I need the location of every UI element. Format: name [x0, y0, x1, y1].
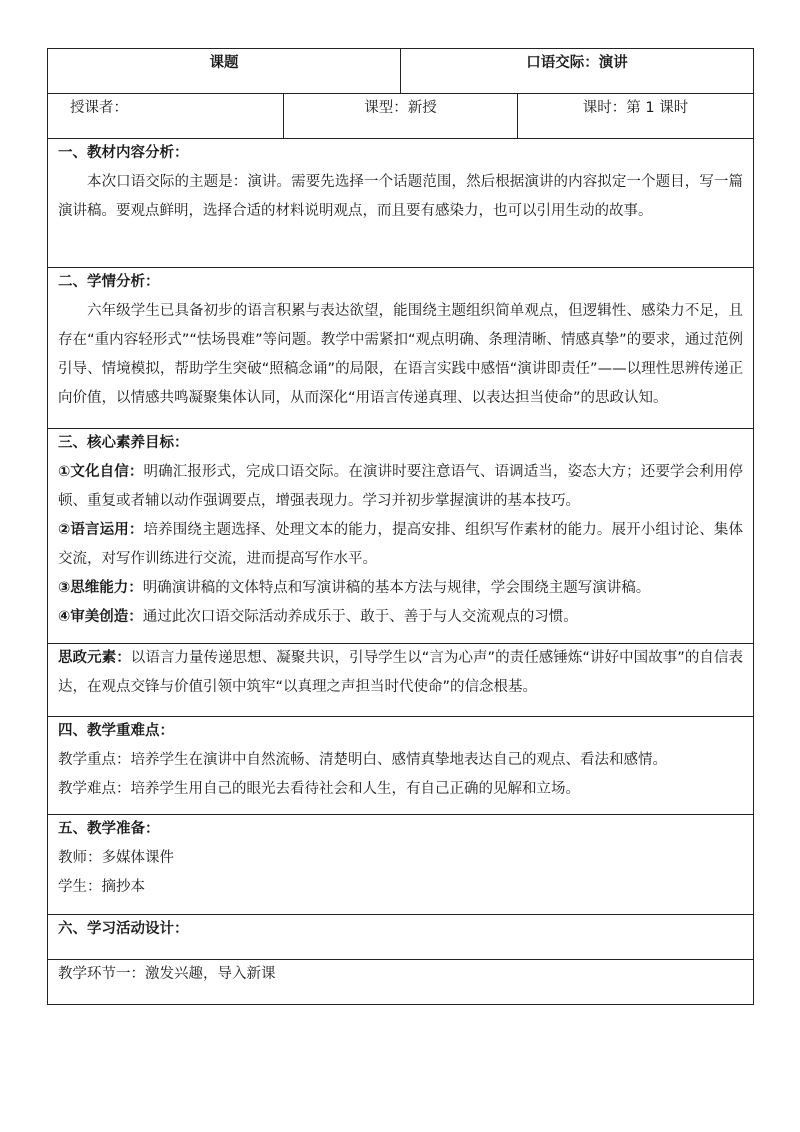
ideology-item: [58, 644, 743, 702]
goal-item: [58, 516, 743, 574]
section-teaching-step-1: [48, 960, 754, 1005]
section-title: 五、教学准备：: [58, 821, 160, 837]
lesson-plan-page: [47, 48, 753, 1005]
section-activity-design: [48, 915, 754, 960]
section-preparation: [48, 815, 754, 915]
student-preparation: 学生：摘抄本: [58, 879, 145, 895]
teacher-cell: 授课者：: [48, 94, 284, 139]
section-ideology-elements: [48, 644, 754, 717]
section-title: 三、核心素养目标：: [58, 435, 189, 451]
difficult-point: 教学难点：培养学生用自己的眼光去看待社会和人生，有自己正确的见解和立场。: [58, 781, 580, 797]
section-title: 二、学情分析：: [58, 274, 160, 290]
section-title: 一、教材内容分析：: [58, 145, 189, 161]
topic-value: 口语交际：演讲: [401, 49, 754, 94]
goal-text: 明确汇报形式，完成口语交际。在演讲时要注意语气、语调适当，姿态大方；还要学会利用停顿、重复或者辅以动作强调要点，增强表现力。学习并初步掌握演讲的基本技巧。: [58, 464, 744, 509]
ideology-label: 思政元素：: [58, 650, 131, 666]
goal-item: [58, 603, 743, 632]
key-point: 教学重点：培养学生在演讲中自然流畅、清楚明白、感情真挚地表达自己的观点、看法和感情。: [58, 752, 667, 768]
lesson-type-cell: 课型：新授: [284, 94, 518, 139]
section-title: 四、教学重难点：: [58, 723, 174, 739]
topic-label: 课题: [48, 49, 401, 94]
meta-row: [48, 94, 754, 139]
section-body: 六年级学生已具备初步的语言积累与表达欲望，能围绕主题组织简单观点，但逻辑性、感染力不足，且存在“重内容轻形式”“怯场畏难”等问题。教学中需紧扣“观点明确、条理清晰、情感真挚”的要求，通过范例引导、情境模拟，帮助学生突破“照稿念诵”的局限，在语言实践中感悟“演讲即责任”——以理性思辨传递正向价值，以情感共鸣凝聚集体认同，从而深化“用语言传递真理、以表达担当使命”的思政认知。: [58, 303, 743, 406]
goal-text: 通过此次口语交际活动养成乐于、敢于、善于与人交流观点的习惯。: [142, 609, 578, 625]
goal-item: [58, 458, 743, 516]
goal-text: 明确演讲稿的文体特点和写演讲稿的基本方法与规律，学会围绕主题写演讲稿。: [142, 580, 651, 596]
header-row: [48, 49, 754, 94]
lesson-plan-table: [47, 48, 754, 1005]
section-title: 六、学习活动设计：: [58, 921, 189, 937]
ideology-text: 以语言力量传递思想、凝聚共识，引导学生以“言为心声”的责任感锤炼“讲好中国故事”的自信表达，在观点交锋与价值引领中筑牢“以真理之声担当时代使命”的信念根基。: [58, 650, 744, 695]
goal-label: ②语言运用：: [58, 522, 144, 538]
goal-label: ③思维能力：: [58, 580, 143, 596]
section-learner-analysis: [48, 268, 754, 429]
section-material-analysis: [48, 139, 754, 268]
goal-item: [58, 574, 743, 603]
teacher-preparation: 教师：多媒体课件: [58, 850, 174, 866]
goal-text: 培养围绕主题选择、处理文本的能力，提高安排、组织写作素材的能力。展开小组讨论、集体交流，对写作训练进行交流，进而提高写作水平。: [58, 522, 744, 567]
goal-label: ①文化自信：: [58, 464, 144, 480]
section-core-goals: [48, 429, 754, 644]
periods-cell: 课时：第 1 课时: [518, 94, 754, 139]
section-key-difficult-points: [48, 717, 754, 815]
section-body: 本次口语交际的主题是：演讲。需要先选择一个话题范围，然后根据演讲的内容拟定一个题目，写一篇演讲稿。要观点鲜明，选择合适的材料说明观点，而且要有感染力，也可以引用生动的故事。: [58, 174, 743, 219]
goal-label: ④审美创造：: [58, 609, 143, 625]
teaching-step: 教学环节一：激发兴趣，导入新课: [58, 966, 276, 982]
